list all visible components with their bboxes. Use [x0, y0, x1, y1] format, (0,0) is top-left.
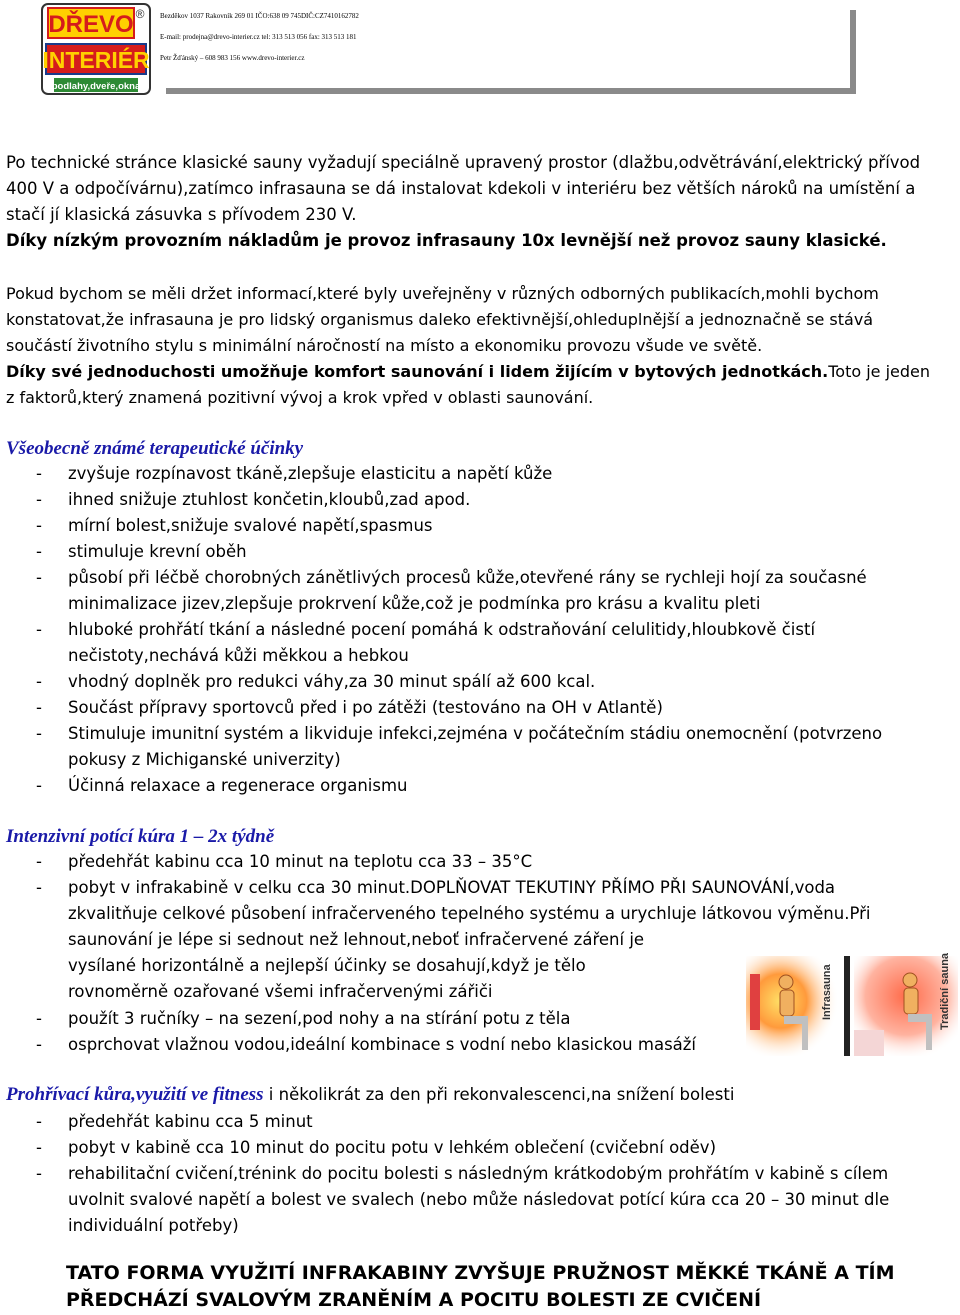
intro-line: stačí jí klasická zásuvka s přívodem 230 V.: [6, 205, 357, 224]
list-item: působí při léčbě chorobných zánětlivých procesů kůže,otevřené rány se rychleji hojí za současné: [68, 568, 867, 587]
list-item: Stimuluje imunitní systém a likviduje infekci,zejména v počátečním stádiu onemocnění (potvrzeno: [68, 724, 883, 743]
contact-address: Bezděkov 1037 Rakovník 269 01 IČO:638 09 745DIČ:CZ7410162782: [160, 12, 359, 20]
logo-tagline: podlahy,dveře,okna: [51, 81, 141, 92]
list-dash: -: [36, 464, 42, 483]
intro-line: z faktorů,který znamená pozitivní vývoj a krok vpřed v oblasti saunování.: [6, 388, 594, 407]
list-item: rehabilitační cvičení,trénink do pocitu bolesti s následným krátkodobým prohřátím v kabině s cílem: [68, 1164, 889, 1183]
illustration-label-classic: Tradiční sauna: [939, 952, 951, 1030]
intro-tail: Toto je jeden: [828, 362, 931, 381]
list-dash: -: [36, 1035, 42, 1054]
logo-line1: DŘEVO: [48, 11, 134, 38]
list-item: pobyt v kabině cca 10 minut do pocitu potu v lehkém oblečení (cvičební oděv): [68, 1138, 717, 1157]
list-dash: -: [36, 1138, 42, 1157]
section-heading-tail: i několikrát za den při rekonvalescenci,na snížení bolesti: [263, 1085, 735, 1104]
list-item: předehřát kabinu cca 5 minut: [68, 1112, 313, 1131]
list-item-continued: zkvalitňuje celkové působení infračerveného tepelného systému a urychluje látkovou výměnu.Při: [68, 904, 871, 923]
intro-bold-statement: Díky své jednoduchosti umožňuje komfort saunování i lidem žijícím v bytových jednotkách.: [6, 362, 829, 381]
list-dash: -: [36, 672, 42, 691]
intro-line: 400 V a odpočívárnu),zatímco infrasauna se dá instalovat kdekoli v interiéru bez větších nároků na umístění a: [6, 179, 916, 198]
list-dash: -: [36, 490, 42, 509]
list-dash: -: [36, 620, 42, 639]
intro-line: Po technické stránce klasické sauny vyžadují speciálně upravený prostor (dlažbu,odvětrávání,elektrický přívod: [6, 153, 921, 172]
header-shadow: [166, 88, 856, 94]
contact-email-phone: E-mail: prodejna@drevo-interier.cz tel: 313 513 056 fax: 313 513 181: [160, 33, 357, 41]
list-item: použít 3 ručníky – na sezení,pod nohy a na stírání potu z těla: [68, 1009, 571, 1028]
section-heading-intensive: Intenzivní potící kúra 1 – 2x týdně: [6, 826, 275, 847]
list-dash: -: [36, 776, 42, 795]
list-dash: -: [36, 878, 42, 897]
section-heading-effects: Všeobecně známé terapeutické účinky: [6, 438, 304, 459]
section-heading-warming: Prohřívací kůra,využití ve fitness: [6, 1084, 264, 1105]
list-dash: -: [36, 852, 42, 871]
intro-line: [6, 359, 930, 385]
list-dash: -: [36, 568, 42, 587]
list-item-continued: rovnoměrně ozařované všemi infračervenými zářiči: [68, 982, 493, 1001]
closing-statement-line1: TATO FORMA VYUŽITÍ INFRAKABINY ZVYŠUJE PRUŽNOST MĚKKÉ TKÁNĚ A TÍM: [66, 1262, 895, 1284]
list-dash: -: [36, 724, 42, 743]
list-item-continued: individuální potřeby): [68, 1216, 239, 1235]
list-item: hluboké prohřátí tkání a následné pocení pomáhá k odstraňování celulitidy,hloubkově čistí: [68, 620, 816, 639]
list-dash: -: [36, 1009, 42, 1028]
list-item-continued: vysílané horizontálně a nejlepší účinky se dosahují,když je tělo: [68, 956, 586, 975]
list-dash: -: [36, 542, 42, 561]
intro-bold-statement: Díky nízkým provozním nákladům je provoz infrasauny 10x levnější než provoz sauny klasické.: [6, 231, 887, 250]
list-item-continued: nečistoty,nechává kůži měkkou a hebkou: [68, 646, 409, 665]
list-item-continued: pokusy z Michiganské univerzity): [68, 750, 341, 769]
closing-statement-line2: PŘEDCHÁZÍ SVALOVÝM ZRANĚNÍM A POCITU BOLESTI ZE CVIČENÍ: [66, 1289, 762, 1311]
list-dash: -: [36, 516, 42, 535]
list-item: mírní bolest,snižuje svalové napětí,spasmus: [68, 516, 433, 535]
list-item: vhodný doplněk pro redukci váhy,za 30 minut spálí až 600 kcal.: [68, 672, 596, 691]
list-item: pobyt v infrakabině v celku cca 30 minut.DOPLŇOVAT TEKUTINY PŘÍMO PŘI SAUNOVÁNÍ,voda: [68, 878, 836, 897]
list-item: ihned snižuje ztuhlost končetin,kloubů,zad apod.: [68, 490, 471, 509]
logo-line2: INTERIÉR: [42, 47, 150, 73]
list-item-continued: saunování je lépe si sednout než lehnout,neboť infračervené záření je: [68, 930, 645, 949]
sauna-comparison-illustration: [744, 950, 960, 1060]
list-item: předehřát kabinu cca 10 minut na teplotu cca 33 – 35°C: [68, 852, 533, 871]
header-shadow: [850, 10, 856, 94]
list-item: osprchovat vlažnou vodou,ideální kombinace s vodní nebo klasickou masáží: [68, 1035, 697, 1054]
list-item: stimuluje krevní oběh: [68, 542, 247, 561]
list-dash: -: [36, 698, 42, 717]
intro-line: konstatovat,že infrasauna je pro lidský organismus daleko efektivnější,ohleduplnější a jednoznačně se stává: [6, 310, 874, 329]
intro-line: součástí životního stylu s minimální náročností na místo a ekonomiku provozu všude ve světě.: [6, 336, 763, 355]
company-contact-block: [160, 6, 850, 86]
list-dash: -: [36, 1164, 42, 1183]
list-dash: -: [36, 1112, 42, 1131]
list-item-continued: uvolnit svalové napětí a bolest ve svalech (nebo může následovat potící kúra cca 20 – 30 minut dle: [68, 1190, 890, 1209]
intro-line: Pokud bychom se měli držet informací,které byly uveřejněny v různých odborných publikacích,mohli bychom: [6, 284, 879, 303]
list-item: Účinná relaxace a regenerace organismu: [68, 776, 408, 795]
list-item: Součást přípravy sportovců před i po zátěži (testováno na OH v Atlantě): [68, 698, 663, 717]
section-heading-line-warming: [6, 1082, 734, 1108]
illustration-label-infra: Infrasauna: [821, 964, 833, 1020]
contact-person-web: Petr Žďánský – 608 983 156 www.drevo-interier.cz: [160, 54, 305, 62]
company-logo: [40, 2, 152, 96]
logo-registered: ®: [135, 7, 145, 21]
list-item-continued: minimalizace jizev,zlepšuje prokrvení kůže,což je podmínka pro krásu a kvalitu pleti: [68, 594, 761, 613]
list-item: zvyšuje rozpínavost tkáně,zlepšuje elasticitu a napětí kůže: [68, 464, 553, 483]
